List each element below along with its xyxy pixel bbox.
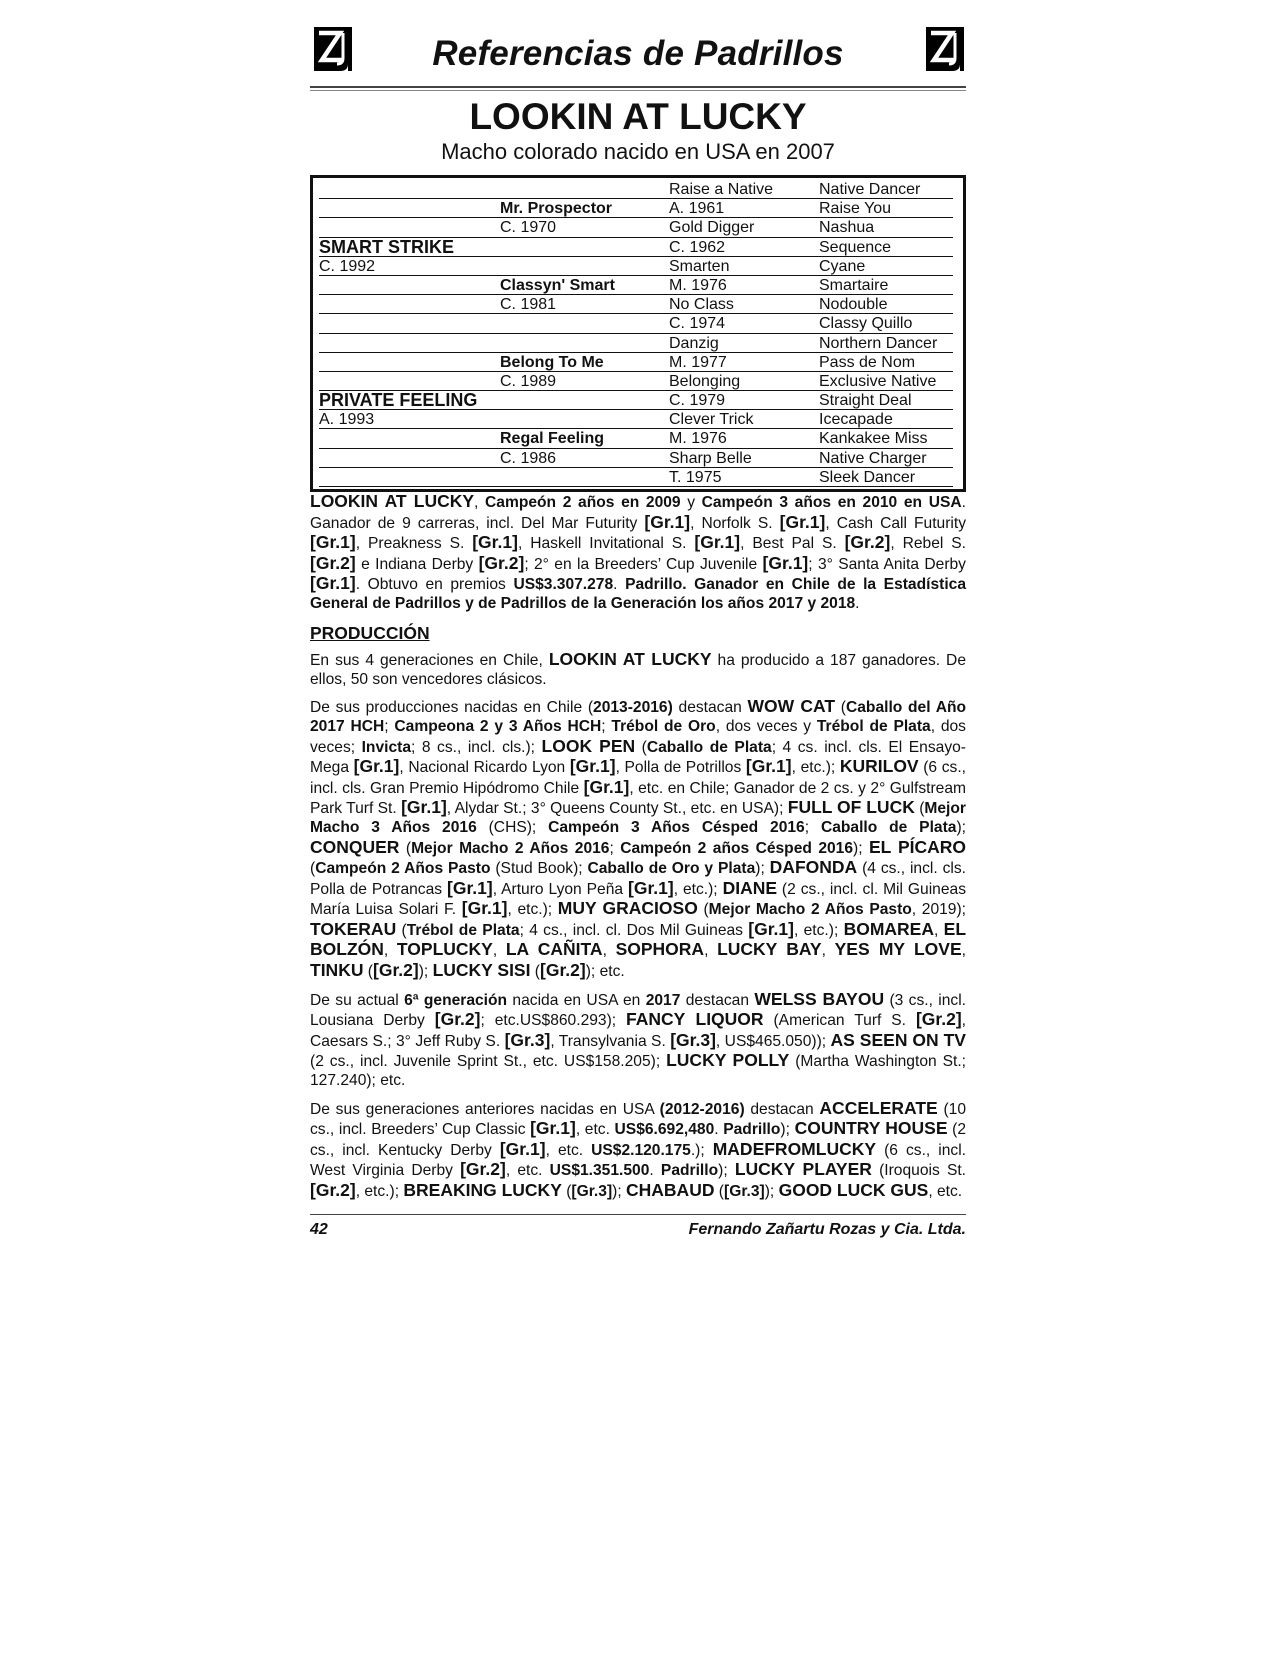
pedigree-row — [319, 314, 953, 333]
pedigree-cell-c4: Nashua — [819, 218, 953, 237]
pedigree-cell-c1: C. 1992 — [319, 257, 500, 276]
pedigree-row — [319, 276, 953, 295]
pedigree-cell-c2 — [500, 410, 669, 429]
pedigree-cell-c2: C. 1981 — [500, 295, 669, 314]
pedigree-cell-c1 — [319, 468, 500, 487]
pedigree-cell-c3: Smarten — [669, 257, 819, 276]
pedigree-row — [319, 238, 953, 257]
footer-rule — [310, 1214, 966, 1215]
pedigree-cell-c1 — [319, 218, 500, 237]
pedigree-cell-c3: A. 1961 — [669, 199, 819, 218]
pedigree-cell-c2: Regal Feeling — [500, 429, 669, 448]
usa-2017-generation-paragraph: De su actual 6ª generación nacida en USA en 2017 destacan WELSS BAYOU (3 cs., incl. Lousiana Derby [Gr.2]; etc.US$860.293); FANCY LIQUOR (American Turf S. [Gr.2], Caesars S.; 3° Jeff Ruby S. [Gr.3], Transylvania S. [Gr.3], US$465.050)); AS SEEN ON TV (2 cs., incl. Juvenile Sprint St., etc. US$158.205); LUCKY POLLY (Martha Washington St.; 127.240); etc. — [310, 988, 967, 1090]
pedigree-row — [319, 468, 953, 487]
pedigree-cell-c3: Belonging — [669, 372, 819, 391]
pedigree-cell-c4: Sequence — [819, 238, 953, 257]
page-header — [310, 18, 966, 84]
pedigree-row — [319, 180, 953, 199]
pedigree-row — [319, 391, 953, 410]
pedigree-cell-c4: Cyane — [819, 257, 953, 276]
pedigree-cell-c3: Danzig — [669, 334, 819, 353]
pedigree-cell-c1: SMART STRIKE — [319, 238, 500, 257]
page-footer — [310, 1221, 966, 1239]
pedigree-cell-c2: C. 1970 — [500, 218, 669, 237]
pedigree-cell-c1 — [319, 314, 500, 333]
pedigree-cell-c1 — [319, 180, 500, 199]
pedigree-cell-c3: T. 1975 — [669, 468, 819, 487]
pedigree-cell-c3: Sharp Belle — [669, 449, 819, 468]
pedigree-cell-c3: M. 1976 — [669, 429, 819, 448]
pedigree-row — [319, 449, 953, 468]
header-title: Referencias de Padrillos — [432, 34, 844, 73]
pedigree-cell-c1 — [319, 353, 500, 372]
pedigree-cell-c3: Clever Trick — [669, 410, 819, 429]
pedigree-cell-c4: Smartaire — [819, 276, 953, 295]
pedigree-row — [319, 429, 953, 448]
pedigree-cell-c3: M. 1976 — [669, 276, 819, 295]
horse-name: LOOKIN AT LUCKY — [469, 96, 807, 137]
pedigree-cell-c4: Nodouble — [819, 295, 953, 314]
pedigree-cell-c3: Raise a Native — [669, 180, 819, 199]
pedigree-table — [310, 175, 966, 492]
pedigree-cell-c2 — [500, 257, 669, 276]
pedigree-cell-c2 — [500, 468, 669, 487]
pedigree-cell-c2: Belong To Me — [500, 353, 669, 372]
publisher-name: Fernando Zañartu Rozas y Cia. Ltda. — [688, 1220, 966, 1238]
usa-earlier-generations-paragraph: De sus generaciones anteriores nacidas en USA (2012-2016) destacan ACCELERATE (10 cs., incl. Breeders’ Cup Classic [Gr.1], etc. US$6.692,480. Padrillo); COUNTRY HOUSE (2 cs., incl. Kentucky Derby [Gr.1], etc. US$2.120.175.); MADEFROMLUCKY (6 cs., incl. West Virginia Derby [Gr.2], etc. US$1.351.500. Padrillo); LUCKY PLAYER (Iroquois St. [Gr.2], etc.); BREAKING LUCKY ([Gr.3]); CHABAUD ([Gr.3]); GOOD LUCK GUS, etc. — [310, 1097, 967, 1200]
zr-monogram-logo-icon — [922, 24, 966, 74]
pedigree-row — [319, 257, 953, 276]
pedigree-cell-c2 — [500, 391, 669, 410]
pedigree-cell-c1 — [319, 372, 500, 391]
pedigree-cell-c1 — [319, 429, 500, 448]
pedigree-cell-c4: Native Charger — [819, 449, 953, 468]
pedigree-cell-c2 — [500, 180, 669, 199]
pedigree-cell-c1 — [319, 449, 500, 468]
pedigree-cell-c2: C. 1986 — [500, 449, 669, 468]
pedigree-row — [319, 218, 953, 237]
pedigree-cell-c1 — [319, 199, 500, 218]
pedigree-cell-c2 — [500, 334, 669, 353]
pedigree-cell-c2: C. 1989 — [500, 372, 669, 391]
body-text — [310, 492, 966, 1202]
pedigree-cell-c1 — [319, 334, 500, 353]
pedigree-cell-c3: Gold Digger — [669, 218, 819, 237]
pedigree-cell-c4: Pass de Nom — [819, 353, 953, 372]
pedigree-cell-c1: PRIVATE FEELING — [319, 391, 500, 410]
header-rule — [310, 86, 966, 91]
production-summary-paragraph: En sus 4 generaciones en Chile, LOOKIN AT LUCKY ha producido a 187 ganadores. De ellos, 50 son vencedores clásicos. — [310, 649, 966, 688]
pedigree-cell-c4: Native Dancer — [819, 180, 953, 199]
pedigree-row — [319, 295, 953, 314]
chile-production-paragraph: De sus producciones nacidas en Chile (2013-2016) destacan WOW CAT (Caballo del Año 2017 HCH; Campeona 2 y 3 Años HCH; Trébol de Oro, dos veces y Trébol de Plata, dos veces; Invicta; 8 cs., incl. cls.); LOOK PEN (Caballo de Plata; 4 cs. incl. cls. El Ensayo-Mega [Gr.1], Nacional Ricardo Lyon [Gr.1], Polla de Potrillos [Gr.1], etc.); KURILOV (6 cs., incl. cls. Gran Premio Hipódromo Chile [Gr.1], etc. en Chile; Ganador de 2 cs. y 2° Gulfstream Park Turf St. [Gr.1], Alydar St.; 3° Queens County St., etc. en USA); FULL OF LUCK (Mejor Macho 3 Años 2016 (CHS); Campeón 3 Años Césped 2016; Caballo de Plata); CONQUER (Mejor Macho 2 Años 2016; Campeón 2 años Césped 2016); EL PÍCARO (Campeón 2 Años Pasto (Stud Book); Caballo de Oro y Plata); DAFONDA (4 cs., incl. cls. Polla de Potrancas [Gr.1], Arturo Lyon Peña [Gr.1], etc.); DIANE (2 cs., incl. cl. Mil Guineas María Luisa Solari F. [Gr.1], etc.); MUY GRACIOSO (Mejor Macho 2 Años Pasto, 2019); TOKERAU (Trébol de Plata; 4 cs., incl. cl. Dos Mil Guineas [Gr.1], etc.); BOMAREA, EL BOLZÓN, TOPLUCKY, LA CAÑITA, SOPHORA, LUCKY BAY, YES MY LOVE, TINKU ([Gr.2]); LUCKY SISI ([Gr.2]); etc. — [310, 696, 967, 981]
pedigree-cell-c4: Sleek Dancer — [819, 468, 953, 487]
pedigree-cell-c3: M. 1977 — [669, 353, 819, 372]
pedigree-cell-c1: A. 1993 — [319, 410, 500, 429]
pedigree-cell-c1 — [319, 276, 500, 295]
section-title-produccion: PRODUCCIÓN — [310, 622, 430, 643]
pedigree-cell-c2: Mr. Prospector — [500, 199, 669, 218]
pedigree-row — [319, 372, 953, 391]
pedigree-cell-c3: No Class — [669, 295, 819, 314]
pedigree-row — [319, 334, 953, 353]
pedigree-cell-c3: C. 1974 — [669, 314, 819, 333]
pedigree-cell-c4: Kankakee Miss — [819, 429, 953, 448]
horse-subtitle: Macho colorado nacido en USA en 2007 — [441, 139, 835, 164]
pedigree-cell-c4: Exclusive Native — [819, 372, 953, 391]
pedigree-cell-c4: Classy Quillo — [819, 314, 953, 333]
document-page — [310, 18, 966, 1239]
pedigree-cell-c2: Classyn' Smart — [500, 276, 669, 295]
pedigree-cell-c4: Raise You — [819, 199, 953, 218]
zr-monogram-logo-icon — [310, 24, 354, 74]
pedigree-cell-c1 — [319, 295, 500, 314]
pedigree-row — [319, 199, 953, 218]
pedigree-row — [319, 410, 953, 429]
intro-paragraph: LOOKIN AT LUCKY, Campeón 2 años en 2009 y Campeón 3 años en 2010 en USA. Ganador de 9 carreras, incl. Del Mar Futurity [Gr.1], Norfolk S. [Gr.1], Cash Call Futurity [Gr.1], Preakness S. [Gr.1], Haskell Invitational S. [Gr.1], Best Pal S. [Gr.2], Rebel S. [Gr.2] e Indiana Derby [Gr.2]; 2° en la Breeders’ Cup Juvenile [Gr.1]; 3° Santa Anita Derby [Gr.1]. Obtuvo en premios US$3.307.278. Padrillo. Ganador en Chile de la Estadística General de Padrillos y de Padrillos de la Generación los años 2017 y 2018. — [310, 491, 967, 612]
horse-name-inline: LOOKIN AT LUCKY — [310, 491, 475, 511]
pedigree-cell-c3: C. 1962 — [669, 238, 819, 257]
page-number: 42 — [310, 1220, 328, 1238]
pedigree-row — [319, 353, 953, 372]
pedigree-cell-c4: Northern Dancer — [819, 334, 953, 353]
pedigree-cell-c2 — [500, 238, 669, 257]
pedigree-cell-c4: Straight Deal — [819, 391, 953, 410]
pedigree-cell-c3: C. 1979 — [669, 391, 819, 410]
pedigree-cell-c4: Icecapade — [819, 410, 953, 429]
pedigree-cell-c2 — [500, 314, 669, 333]
